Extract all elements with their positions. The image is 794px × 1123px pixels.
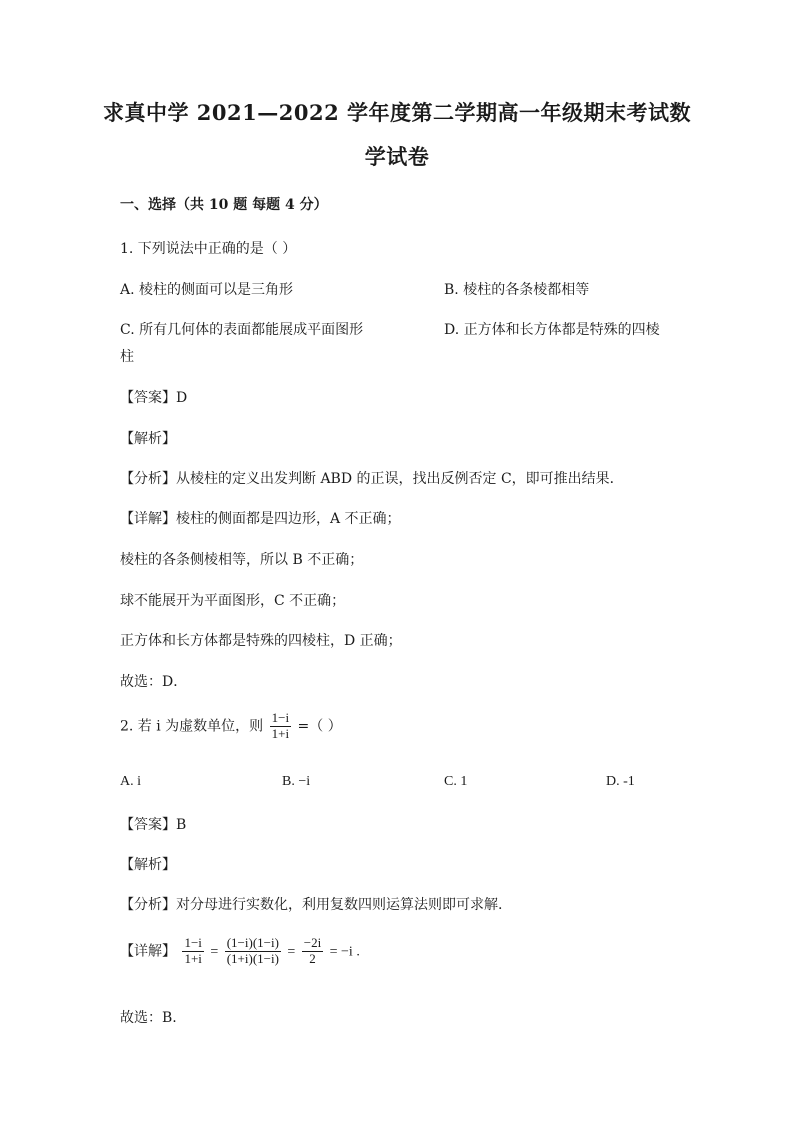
q2-stem-prefix: 2. 若 i 为虚数单位，则 <box>120 718 264 735</box>
q2-detail-fraction-1 <box>182 936 203 967</box>
q2-detail-result: = −i . <box>329 944 360 960</box>
q2-answer: 【答案】B <box>120 817 187 833</box>
q2-stem-fraction-denominator: 1+i <box>271 725 290 741</box>
q2-detail-f1-denominator: 1+i <box>184 950 202 966</box>
q1-detail-3: 球不能展开为平面图形，C 不正确； <box>120 593 346 609</box>
q2-detail-equals-2: = <box>287 944 296 960</box>
exam-title-line1: 求真中学 2021—2022 学年度第二学期高一年级期末考试数 <box>102 100 691 125</box>
q1-analysis-label: 【解析】 <box>120 431 176 447</box>
q1-fenxi: 【分析】从棱柱的定义出发判断 ABD 的正误，找出反例否定 C，即可推出结果． <box>120 471 624 487</box>
q1-choose: 故选：D． <box>120 674 188 690</box>
q2-option-d: D. -1 <box>606 774 635 789</box>
q2-stem-fraction <box>270 711 291 742</box>
q2-detail <box>120 936 360 967</box>
q2-option-a: A. i <box>120 774 141 789</box>
q2-option-b: B. −i <box>282 774 311 789</box>
exam-title-line2: 学试卷 <box>364 144 430 169</box>
q2-detail-f2-numerator: (1−i)(1−i) <box>226 935 279 950</box>
q2-detail-label: 【详解】 <box>120 943 176 960</box>
q1-option-c: C. 所有几何体的表面都能展成平面图形 <box>120 322 364 338</box>
q2-option-c: C. 1 <box>444 774 468 789</box>
q2-stem-fraction-numerator: 1−i <box>271 710 290 725</box>
q1-answer: 【答案】D <box>120 390 188 406</box>
q2-stem <box>120 711 342 742</box>
q2-detail-fraction-2 <box>225 936 281 967</box>
q1-option-a: A. 棱柱的侧面可以是三角形 <box>120 282 294 298</box>
q1-stem: 1. 下列说法中正确的是（ ） <box>120 241 297 257</box>
q1-option-b: B. 棱柱的各条棱都相等 <box>444 282 590 298</box>
q1-detail-4: 正方体和长方体都是特殊的四棱柱，D 正确； <box>120 633 402 649</box>
q1-option-d: D. 正方体和长方体都是特殊的四棱 <box>444 322 660 338</box>
q1-option-d-continued: 柱 <box>120 349 134 365</box>
q2-detail-equals-1: = <box>210 944 219 960</box>
section-heading: 一、选择（共 10 题 每题 4 分） <box>120 197 328 213</box>
q2-analysis-label: 【解析】 <box>120 857 176 873</box>
q2-stem-suffix: =（ ） <box>297 718 342 735</box>
q2-choose: 故选：B. <box>120 1010 177 1026</box>
q2-detail-f3-denominator: 2 <box>309 950 316 966</box>
q2-detail-f2-denominator: (1+i)(1−i) <box>226 950 279 966</box>
q2-detail-fraction-3 <box>302 936 323 967</box>
q1-detail-2: 棱柱的各条侧棱相等，所以 B 不正确； <box>120 552 364 568</box>
q1-detail-1: 【详解】棱柱的侧面都是四边形，A 不正确； <box>120 511 401 527</box>
q2-detail-f1-numerator: 1−i <box>184 935 202 950</box>
q2-detail-f3-numerator: −2i <box>303 935 322 950</box>
q2-fenxi: 【分析】对分母进行实数化，利用复数四则运算法则即可求解. <box>120 897 503 913</box>
